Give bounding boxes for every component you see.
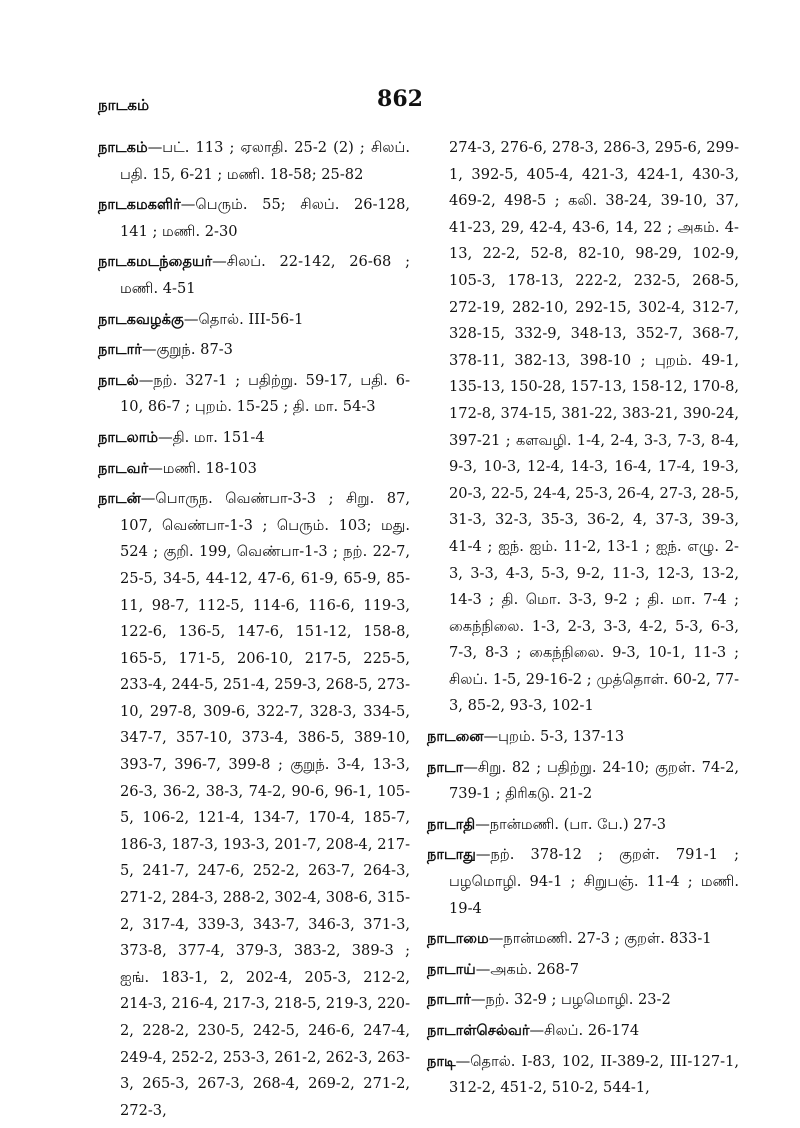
index-entry <box>98 307 410 334</box>
entry-headword: நாடா <box>427 758 464 776</box>
entry-headword: நாடாள்செல்வர் <box>427 1022 530 1039</box>
index-entry <box>98 192 410 245</box>
entry-references: 274-3, 276-6, 278-3, 286-3, 295-6, 299-1, 392-5, 405-4, 421-3, 424-1, 430-3, 469-2, 498-5 ; கலி. 38-24, 39-10, 37, 41-23, 29, 42-4, 43-6, 14, 22 ; அகம். 4-13, 22-2, 52-8, 82-10, 98-29, 102-9, 105-3, 178-13, 222-2, 232-5, 268-5, 272-19, 282-10, 292-15, 302-4, 312-7, 328-15, 332-9, 348-13, 352-7, 368-7, 378-11, 382-13, 398-10 ; புறம். 49-1, 135-13, 150-28, 157-13, 158-12, 170-8, 172-8, 374-15, 381-22, 383-21, 390-24, 397-21 ; களவழி. 1-4, 2-4, 3-3, 7-3, 8-4, 9-3, 10-3, 12-4, 14-3, 16-4, 17-4, 19-3, 20-3, 22-5, 24-4, 25-3, 26-4, 27-3, 28-5, 31-3, 32-3, 35-3, 36-2, 4, 37-3, 39-3, 41-4 ; ஐந். ஐம். 11-2, 13-1 ; ஐந். எழு. 2-3, 3-3, 4-3, 5-3, 9-2, 11-3, 12-3, 13-2, 14-3 ; தி. மொ. 3-3, 9-2 ; தி. மா. 7-4 ; கைந்நிலை. 1-3, 2-3, 3-3, 4-2, 5-3, 6-3, 7-3, 8-3 ; கைந்நிலை. 9-3, 10-1, 11-3 ; சிலப். 1-5, 29-16-2 ; முத்தொள். 60-2, 77-3, 85-2, 93-3, 102-1 <box>449 139 739 715</box>
entry-references: —நான்மணி. (பா. பே.) 27-3 <box>475 815 667 833</box>
index-entry <box>98 425 410 452</box>
entry-references: —சிறு. 82 ; பதிற்று. 24-10; குறள். 74-2, 739-1 ; திரிகடு. 21-2 <box>449 758 739 803</box>
index-entry <box>427 987 739 1014</box>
entry-headword: நாடல் <box>98 371 139 389</box>
entry-headword: நாடார் <box>98 341 142 359</box>
left-column <box>98 135 410 1128</box>
entry-references: —நான்மணி. 27-3 ; குறள். 833-1 <box>488 930 712 948</box>
entry-headword: நாடலாம் <box>98 428 159 446</box>
index-entry <box>98 456 410 483</box>
index-entry <box>98 337 410 364</box>
entry-headword: நாடகம் <box>98 139 148 156</box>
entry-references: —நற். 378-12 ; குறள். 791-1 ; பழமொழி. 94-1 ; சிறுபஞ். 11-4 ; மணி. 19-4 <box>449 846 739 917</box>
entry-references: —பட். 113 ; ஏலாதி. 25-2 (2) ; சிலப். பதி. 15, 6-21 ; மணி. 18-58; 25-82 <box>120 139 410 183</box>
entry-headword: நாடகமகளிர் <box>98 196 181 214</box>
entry-headword: நாடாமை <box>427 930 489 948</box>
entry-references: —பெரும். 55; சிலப். 26-128, 141 ; மணி. 2-30 <box>120 196 410 240</box>
entry-headword: நாடாது <box>427 846 476 864</box>
entry-references: —பொருந. வெண்பா-3-3 ; சிறு. 87, 107, வெண்பா-1-3 ; பெரும். 103; மது. 524 ; குறி. 199, வெண்பா-1-3 ; நற். 22-7, 25-5, 34-5, 44-12, 47-6, 61-9, 65-9, 85-11, 98-7, 112-5, 114-6, 116-6, 119-3, 122-6, 136-5, 147-6, 151-12, 158-8, 165-5, 171-5, 206-10, 217-5, 225-5, 233-4, 244-5, 251-4, 259-3, 268-5, 273-10, 297-8, 309-6, 322-7, 328-3, 334-5, 347-7, 357-10, 373-4, 386-5, 389-10, 393-7, 396-7, 399-8 ; குறுந். 3-4, 13-3, 26-3, 36-2, 38-3, 74-2, 90-6, 96-1, 105-5, 106-2, 121-4, 134-7, 170-4, 185-7, 186-3, 187-3, 193-3, 201-7, 208-4, 217-5, 241-7, 247-6, 252-2, 263-7, 264-3, 271-2, 284-3, 288-2, 302-4, 308-6, 315-2, 317-4, 339-3, 343-7, 346-3, 371-3, 373-8, 377-4, 379-3, 383-2, 389-3 ; ஐங். 183-1, 2, 202-4, 205-3, 212-2, 214-3, 216-4, 217-3, 218-5, 219-3, 220-2, 228-2, 230-5, 242-5, 246-6, 247-4, 249-4, 252-2, 253-3, 261-2, 262-3, 263-3, 265-3, 267-3, 268-4, 269-2, 271-2, 272-3, <box>120 490 410 1119</box>
index-entry <box>427 812 739 839</box>
entry-headword: நாடகமடந்தையர் <box>98 253 213 271</box>
entry-references: —புறம். 5-3, 137-13 <box>483 728 625 746</box>
index-entry <box>427 755 739 808</box>
index-entry <box>427 1018 739 1045</box>
index-entry <box>427 926 739 953</box>
entry-references: —நற். 32-9 ; பழமொழி. 23-2 <box>470 991 671 1009</box>
index-entry <box>427 842 739 922</box>
index-entry <box>427 957 739 984</box>
entry-headword: நாடவர் <box>98 459 149 477</box>
index-entry <box>427 1049 739 1102</box>
entry-references: —அகம். 268-7 <box>475 960 579 978</box>
index-entry <box>427 724 739 751</box>
entry-references: —குறுந். 87-3 <box>141 341 233 359</box>
entry-references: —சிலப். 22-142, 26-68 ; மணி. 4-51 <box>120 253 410 297</box>
page-number: 862 <box>377 86 423 112</box>
entry-headword: நாடகவழக்கு <box>98 310 184 328</box>
index-entry <box>98 249 410 302</box>
entry-headword: நாடனை <box>427 728 484 746</box>
index-entry-continuation <box>427 135 739 720</box>
entry-references: —சிலப். 26-174 <box>529 1022 640 1039</box>
running-head: நாடகம் <box>98 96 150 114</box>
entry-headword: நாடி <box>427 1052 456 1070</box>
index-entry <box>98 368 410 421</box>
index-entry <box>98 135 410 188</box>
entry-headword: நாடாய் <box>427 960 476 978</box>
entry-references: —மணி. 18-103 <box>148 459 257 477</box>
index-entry <box>98 486 410 1124</box>
right-column <box>427 135 739 1106</box>
entry-references: —தொல். I-83, 102, II-389-2, III-127-1, 312-2, 451-2, 510-2, 544-1, <box>449 1052 739 1097</box>
entry-headword: நாடாதி <box>427 815 476 833</box>
entry-references: —தொல். III-56-1 <box>183 310 304 328</box>
entry-references: —நற். 327-1 ; பதிற்று. 59-17, பதி. 6-10, 86-7 ; புறம். 15-25 ; தி. மா. 54-3 <box>120 371 410 416</box>
entry-references: —தி. மா. 151-4 <box>158 428 265 446</box>
entry-headword: நாடார் <box>427 991 471 1009</box>
entry-headword: நாடன் <box>98 490 141 508</box>
